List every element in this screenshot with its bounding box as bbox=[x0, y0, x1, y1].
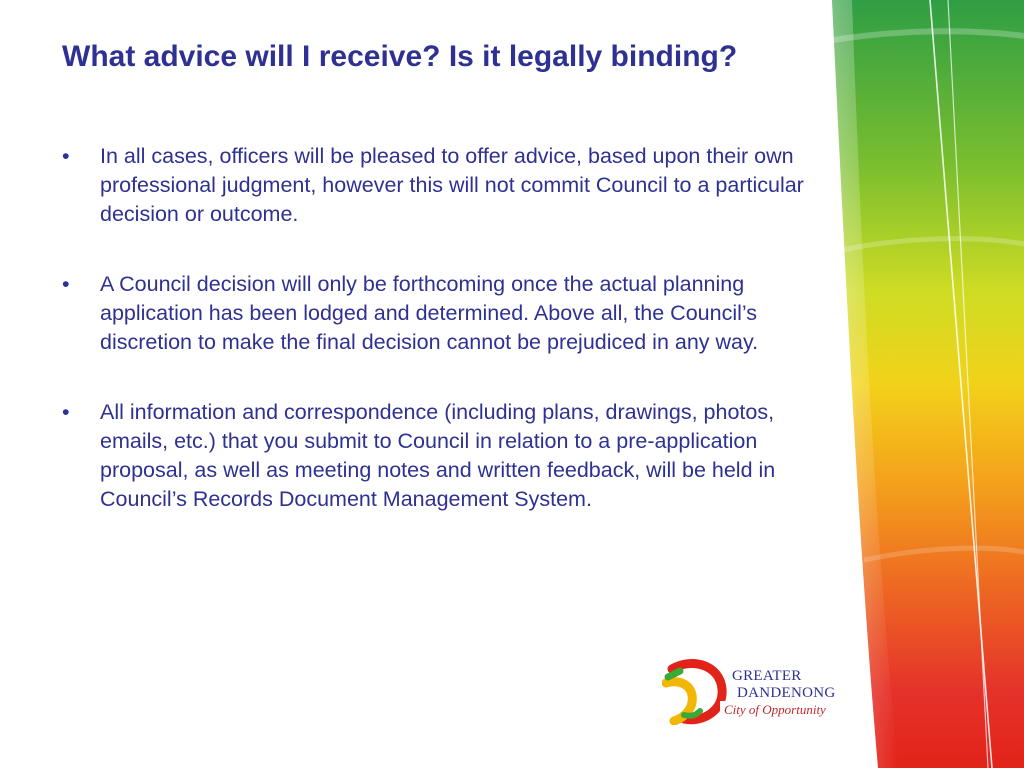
greater-dandenong-logo bbox=[662, 655, 857, 727]
bullet-marker: • bbox=[62, 144, 70, 168]
bullet-item bbox=[62, 270, 832, 357]
logo-d-mark-icon bbox=[662, 655, 728, 725]
bullet-text: All information and correspondence (including plans, drawings, photos, emails, etc.) that you submit to Council in relation to a pre-application proposal, as well as meeting notes and written feedback, will be held in Council’s Records Document Management System. bbox=[100, 400, 776, 511]
bullet-item bbox=[62, 142, 832, 229]
color-gradient-band bbox=[820, 0, 1024, 768]
logo-wordmark bbox=[732, 668, 857, 702]
bullet-marker: • bbox=[62, 272, 70, 296]
logo-line-dandenong: DANDENONG bbox=[737, 685, 836, 701]
logo-tagline: City of Opportunity bbox=[720, 701, 850, 719]
bullet-text: In all cases, officers will be pleased to offer advice, based upon their own professional judgment, however this will not commit Council to a particular decision or outcome. bbox=[100, 144, 804, 226]
bullet-text: A Council decision will only be forthcoming once the actual planning application has been lodged and determined. Above all, the Council’s discretion to make the final decision cannot be prejudiced in any way. bbox=[100, 272, 759, 354]
bullet-list bbox=[62, 142, 832, 555]
bullet-marker: • bbox=[62, 400, 70, 424]
slide-title: What advice will I receive? Is it legally binding? bbox=[62, 40, 738, 73]
bullet-item bbox=[62, 398, 832, 514]
logo-line-greater: GREATER bbox=[732, 668, 802, 684]
